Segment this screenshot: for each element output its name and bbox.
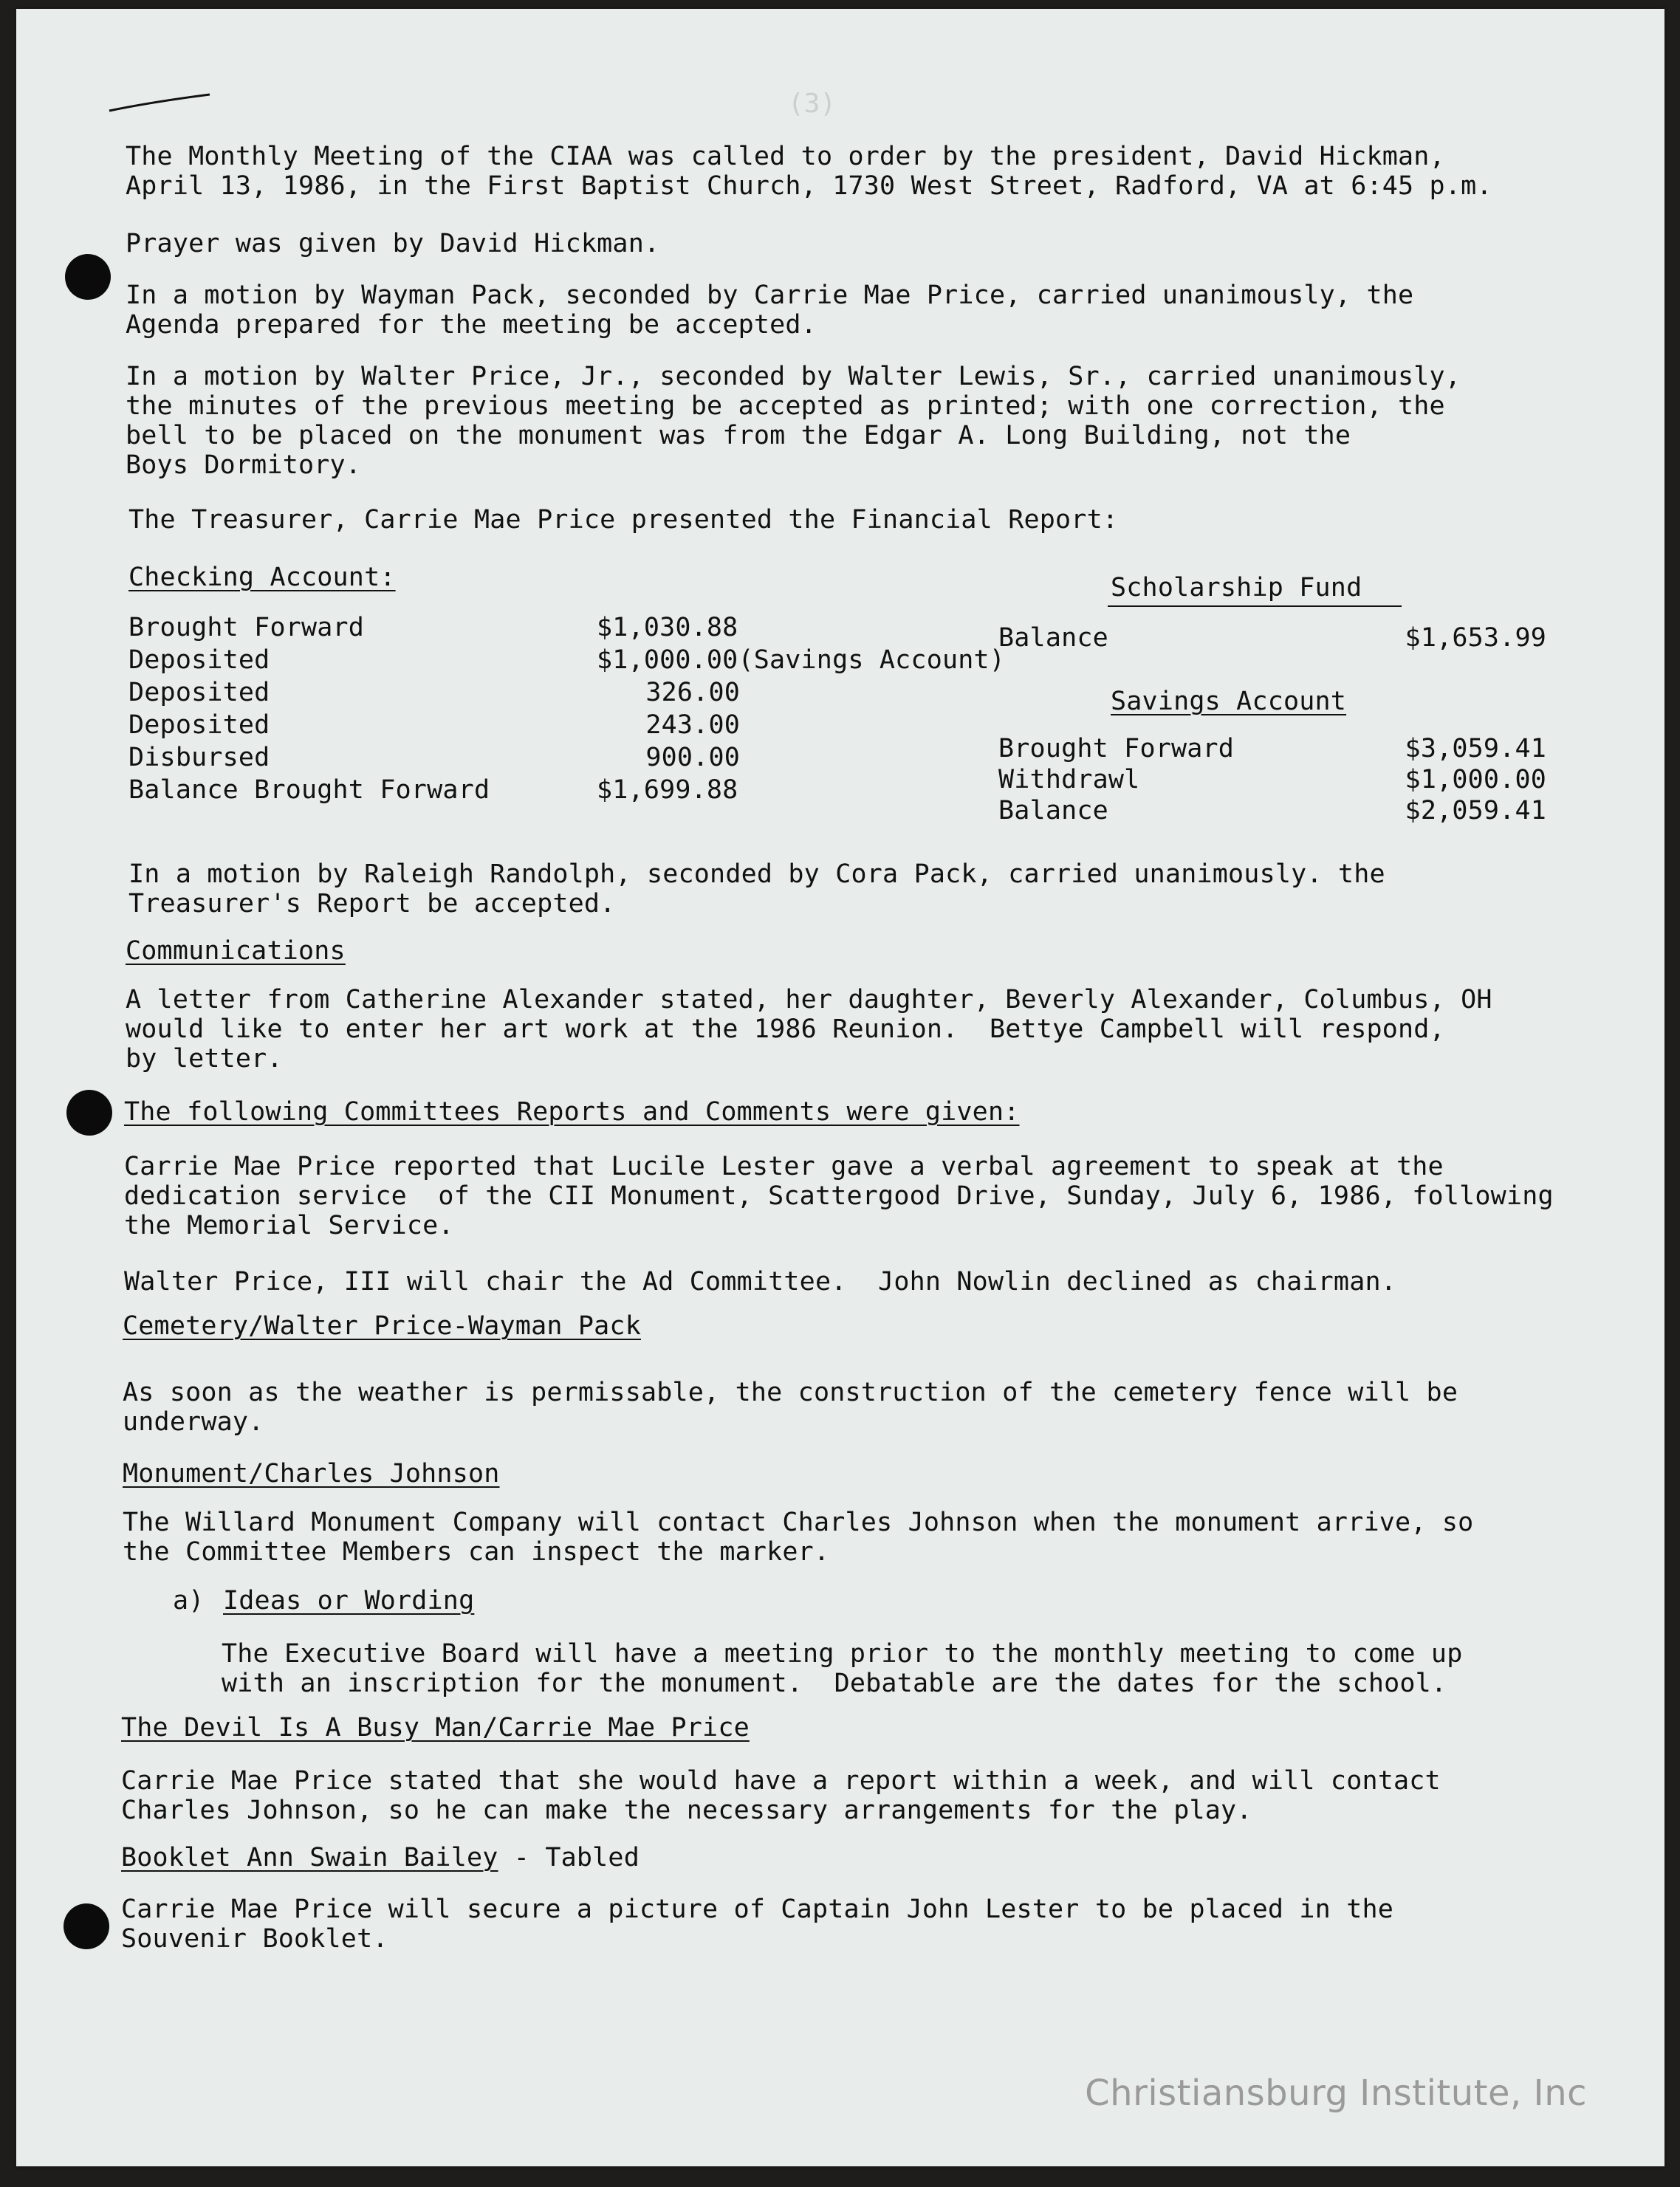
checking-row-amount: $1,030.88 bbox=[597, 613, 738, 642]
punch-hole-top bbox=[65, 254, 111, 300]
punch-hole-bottom bbox=[64, 1903, 109, 1949]
scholarship-row-amount: $1,653.99 bbox=[1405, 623, 1546, 653]
savings-row-label: Balance bbox=[998, 796, 1108, 825]
treasurer-intro: The Treasurer, Carrie Mae Price presented the Financial Report: bbox=[128, 505, 1119, 535]
booklet-line-2: Souvenir Booklet. bbox=[121, 1924, 388, 1954]
cemetery-line-1: As soon as the weather is permissable, the construction of the cemetery fence will be bbox=[123, 1378, 1458, 1407]
savings-row-label: Withdrawl bbox=[998, 765, 1140, 794]
committees-line-3: the Memorial Service. bbox=[124, 1211, 454, 1240]
report-motion-line-2: Treasurer's Report be accepted. bbox=[128, 889, 616, 919]
booklet-line-1: Carrie Mae Price will secure a picture of Captain John Lester to be placed in the bbox=[121, 1895, 1394, 1924]
minutes-motion-line-1: In a motion by Walter Price, Jr., seconded by Walter Lewis, Sr., carried unanimously, bbox=[126, 362, 1461, 391]
minutes-motion-line-3: bell to be placed on the monument was from the Edgar A. Long Building, not the bbox=[126, 421, 1351, 450]
savings-account-heading: Savings Account bbox=[1111, 687, 1347, 716]
scholarship-fund-heading: Scholarship Fund bbox=[1111, 573, 1362, 602]
scholarship-row-label: Balance bbox=[998, 623, 1108, 653]
agenda-motion-line-2: Agenda prepared for the meeting be accepted. bbox=[126, 310, 817, 340]
monument-heading: Monument/Charles Johnson bbox=[123, 1459, 500, 1489]
checking-row-amount: $1,000.00(Savings Account) bbox=[597, 645, 1006, 675]
checking-row-label: Deposited bbox=[128, 710, 270, 740]
devil-line-2: Charles Johnson, so he can make the necessary arrangements for the play. bbox=[121, 1796, 1252, 1825]
monument-line-2: the Committee Members can inspect the marker. bbox=[123, 1537, 830, 1567]
savings-row-amount: $1,000.00 bbox=[1405, 765, 1546, 794]
report-motion-line-1: In a motion by Raleigh Randolph, seconded by Cora Pack, carried unanimously. the bbox=[128, 859, 1385, 889]
checking-row-label: Disbursed bbox=[128, 743, 270, 772]
ideas-line-2: with an inscription for the monument. Debatable are the dates for the school. bbox=[222, 1669, 1447, 1698]
checking-row-amount: 326.00 bbox=[645, 678, 740, 707]
savings-row-label: Brought Forward bbox=[998, 734, 1235, 763]
agenda-motion-line-1: In a motion by Wayman Pack, seconded by Carrie Mae Price, carried unanimously, the bbox=[126, 281, 1414, 310]
cemetery-heading: Cemetery/Walter Price-Wayman Pack bbox=[123, 1311, 641, 1341]
communications-heading: Communications bbox=[126, 936, 346, 966]
pen-stroke-mark bbox=[108, 89, 211, 118]
devil-line-1: Carrie Mae Price stated that she would have a report within a week, and will contact bbox=[121, 1766, 1441, 1796]
opening-line-2: April 13, 1986, in the First Baptist Church, 1730 West Street, Radford, VA at 6:45 p.m. bbox=[126, 171, 1492, 201]
savings-row-amount: $2,059.41 bbox=[1405, 796, 1546, 825]
document-page bbox=[16, 9, 1664, 2166]
checking-row-amount: 900.00 bbox=[645, 743, 740, 772]
checking-row-amount: 243.00 bbox=[645, 710, 740, 740]
booklet-heading: Booklet Ann Swain Bailey bbox=[121, 1843, 498, 1872]
communications-line-3: by letter. bbox=[126, 1044, 283, 1074]
devil-heading: The Devil Is A Busy Man/Carrie Mae Price bbox=[121, 1713, 750, 1743]
minutes-motion-line-4: Boys Dormitory. bbox=[126, 450, 362, 480]
communications-line-2: would like to enter her art work at the 1986 Reunion. Bettye Campbell will respond, bbox=[126, 1014, 1445, 1044]
opening-line-1: The Monthly Meeting of the CIAA was called to order by the president, David Hickman, bbox=[126, 142, 1445, 171]
checking-row-amount: $1,699.88 bbox=[597, 775, 738, 805]
archive-watermark: Christiansburg Institute, Inc bbox=[1085, 2073, 1587, 2114]
punch-hole-middle bbox=[66, 1090, 112, 1136]
booklet-status: - Tabled bbox=[498, 1843, 640, 1872]
subitem-a-marker: a) bbox=[173, 1586, 205, 1616]
minutes-motion-line-2: the minutes of the previous meeting be accepted as printed; with one correction, the bbox=[126, 391, 1445, 421]
ad-committee-line: Walter Price, III will chair the Ad Committee. John Nowlin declined as chairman. bbox=[124, 1267, 1397, 1297]
savings-row-amount: $3,059.41 bbox=[1405, 734, 1546, 763]
cemetery-line-2: underway. bbox=[123, 1407, 264, 1437]
committees-heading: The following Committees Reports and Comments were given: bbox=[124, 1097, 1020, 1127]
ideas-or-wording-heading: Ideas or Wording bbox=[223, 1586, 475, 1616]
prayer-line: Prayer was given by David Hickman. bbox=[126, 229, 660, 258]
checking-row-label: Deposited bbox=[128, 678, 270, 707]
page-number-bleed: (3) bbox=[788, 89, 837, 119]
checking-account-heading: Checking Account: bbox=[128, 563, 396, 592]
ideas-line-1: The Executive Board will have a meeting prior to the monthly meeting to come up bbox=[222, 1639, 1463, 1669]
communications-line-1: A letter from Catherine Alexander stated, her daughter, Beverly Alexander, Columbus, OH bbox=[126, 985, 1492, 1014]
checking-row-label: Balance Brought Forward bbox=[128, 775, 490, 805]
checking-row-label: Brought Forward bbox=[128, 613, 365, 642]
booklet-heading-line bbox=[121, 1843, 640, 1872]
scholarship-underline bbox=[1108, 605, 1402, 607]
committees-line-1: Carrie Mae Price reported that Lucile Lester gave a verbal agreement to speak at the bbox=[124, 1152, 1444, 1181]
committees-line-2: dedication service of the CII Monument, Scattergood Drive, Sunday, July 6, 1986, following bbox=[124, 1181, 1554, 1211]
checking-row-label: Deposited bbox=[128, 645, 270, 675]
monument-line-1: The Willard Monument Company will contact Charles Johnson when the monument arrive, so bbox=[123, 1508, 1474, 1537]
